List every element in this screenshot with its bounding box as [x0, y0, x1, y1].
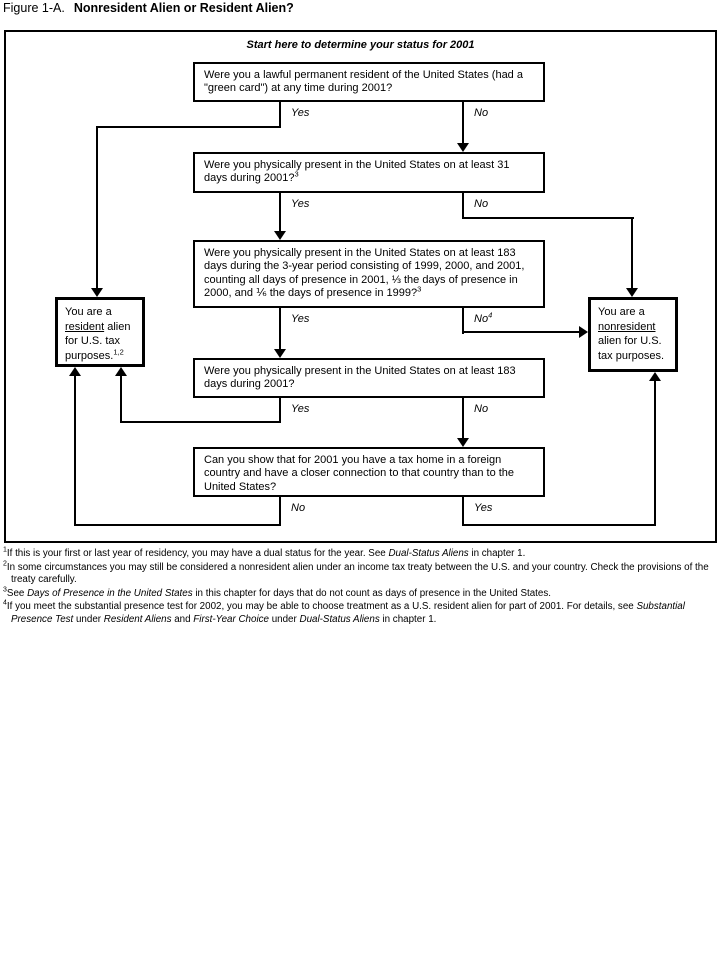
footnote-text: See Days of Presence in the United States in this chapter for days that do not count as days of presence in the United States. [6, 587, 551, 599]
arrowhead-into-nonresident-top [626, 288, 638, 297]
arrowhead-into-resident-bottom [69, 367, 81, 376]
footnote [3, 548, 718, 561]
flowchart-canvas [6, 32, 715, 541]
q1-yes-label: Yes [291, 107, 310, 119]
outcome-text: You are a resident alien for U.S. tax purposes.$^{1,2}$ [65, 306, 131, 362]
q4-no-label: No [474, 403, 489, 415]
footnote-text: If you meet the substantial presence test for 2002, you may be able to choose treatment as a U.S. resident alien for part of 2001. For details, see Substantial Presence Test under Resident Aliens and First-Year Choice under Dual-Status Aliens in chapter 1. [6, 601, 685, 625]
figure-heading: Nonresident Alien or Resident Alien? [73, 1, 294, 15]
q1-no-label: No [474, 107, 489, 119]
figure-title [3, 1, 294, 15]
connector-q5-yes [654, 381, 656, 526]
outcome-text: You are a nonresident alien for U.S. tax purposes. [598, 306, 665, 362]
outcome-box-nonresident-alien [588, 297, 678, 372]
question-text: Can you show that for 2001 you have a tax home in a foreign country and have a closer connection to that country than to the United States? [204, 454, 515, 493]
connector-q5-no [279, 497, 281, 526]
arrowhead-into-q2 [457, 143, 469, 152]
q3-no-footnote-ref: 4 [488, 310, 493, 320]
connector-q5-no [74, 376, 76, 526]
q4-yes-label: Yes [291, 403, 310, 415]
q5-yes-label: Yes [474, 502, 493, 514]
question-box-tax-home [193, 447, 545, 497]
question-text: Were you physically present in the United States on at least 183 days during the 3-year period consisting of 1999, 2000, and 2001, counting all days of presence in 2001, ⅓ the days of presence in 2000, and ⅙ the days of presence in 1999?$^3$ [204, 247, 525, 300]
footnote-marker: 3 [3, 586, 7, 594]
question-box-31-days [193, 152, 545, 193]
question-text: Were you physically present in the United States on at least 183 days during 2001? [204, 365, 516, 391]
q2-yes-label: Yes [291, 198, 310, 210]
connector-q1-no [462, 102, 464, 144]
footnote-marker: 1 [3, 546, 7, 554]
footnote-marker: 4 [3, 600, 7, 608]
connector-q3-yes [279, 308, 281, 350]
arrowhead-into-nonresident-bottom [649, 372, 661, 381]
arrowhead-into-resident-bottom [115, 367, 127, 376]
footnote [3, 562, 718, 587]
arrowhead-into-q3 [274, 231, 286, 240]
question-box-183-days-3-year [193, 240, 545, 308]
connector-q1-yes [96, 126, 281, 128]
question-box-green-card [193, 62, 545, 102]
connector-q3-no [462, 331, 579, 333]
footnote-marker: 2 [3, 560, 7, 568]
question-text: Were you a lawful permanent resident of the United States (had a "green card") at any time during 2001? [204, 69, 523, 95]
connector-q1-yes [279, 102, 281, 128]
figure-number: Figure 1-A. [3, 1, 65, 15]
connector-q2-no [462, 217, 634, 219]
q5-no-label: No [291, 502, 306, 514]
q3-no-label: No$^4$ [474, 310, 493, 325]
connector-q5-yes [462, 497, 464, 526]
connector-q1-yes [96, 126, 98, 289]
question-text: Were you physically present in the United States on at least 31 days during 2001?$^3$ [204, 159, 510, 185]
flowchart-frame [4, 30, 717, 543]
question-box-183-days-2001 [193, 358, 545, 398]
footnote [3, 601, 718, 626]
arrowhead-into-q4 [274, 349, 286, 358]
arrowhead-into-q5 [457, 438, 469, 447]
footnote-text: In some circumstances you may still be considered a nonresident alien under an income tax treaty between the U.S. and your country. Check the provisions of the treaty carefully. [6, 561, 709, 586]
connector-q5-no [74, 524, 281, 526]
connector-q4-no [462, 398, 464, 439]
arrowhead-into-resident-top [91, 288, 103, 297]
outcome-box-resident-alien [55, 297, 145, 367]
footnote-text: If this is your first or last year of residency, you may have a dual status for the year. See Dual-Status Aliens in chapter 1. [6, 548, 526, 559]
connector-q2-no [631, 217, 633, 289]
connector-q5-yes [462, 524, 656, 526]
connector-q4-yes [120, 421, 281, 423]
connector-q2-no [462, 193, 464, 219]
q2-no-label: No [474, 198, 489, 210]
q3-yes-label: Yes [291, 313, 310, 325]
connector-q2-yes [279, 193, 281, 232]
footnote [3, 588, 718, 601]
arrowhead-into-nonresident-left [579, 326, 588, 338]
footnotes [3, 548, 718, 628]
connector-q4-yes [120, 376, 122, 423]
connector-q4-yes [279, 398, 281, 423]
start-here-label: Start here to determine your status for 2001 [246, 39, 475, 51]
